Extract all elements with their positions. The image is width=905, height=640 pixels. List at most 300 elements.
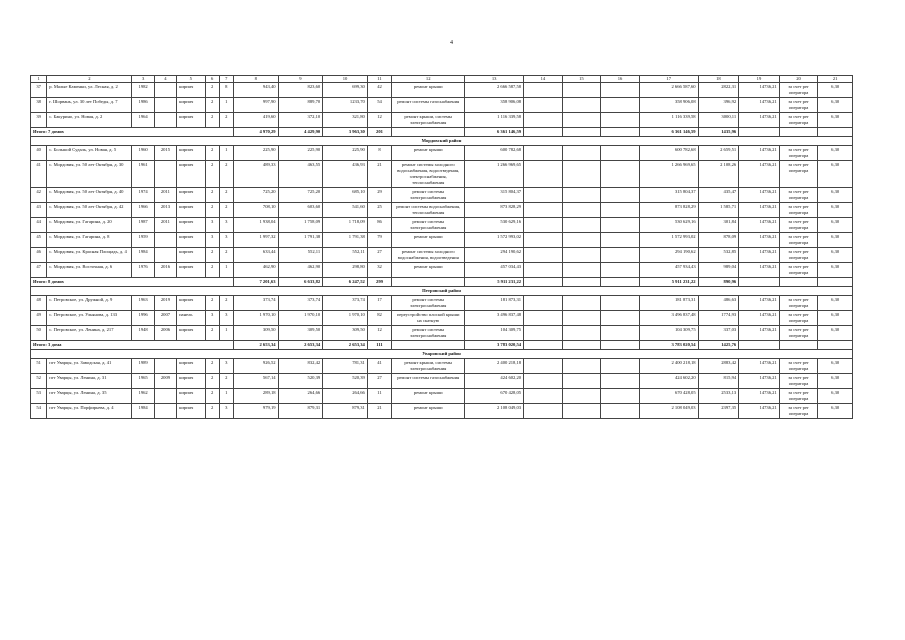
completion: 6,30 [818, 203, 853, 218]
total-area: 225,90 [233, 146, 278, 161]
table-row [31, 98, 853, 113]
completion: 6,30 [818, 311, 853, 326]
table-row [31, 161, 853, 188]
year-built: 1966 [132, 203, 154, 218]
funding-source: за счет рег оператора [779, 326, 818, 341]
summary-area-residential: 6 247,52 [323, 278, 368, 287]
floors: 2 [205, 263, 219, 278]
summary-empty [601, 128, 640, 137]
unit-cost: 989,04 [698, 263, 739, 278]
year-built: 1984 [132, 404, 154, 419]
residents: 54 [367, 98, 391, 113]
page-number: 4 [450, 40, 453, 46]
total-cost: 2 108 049,03 [639, 404, 698, 419]
total-cost: 1 572 993,02 [639, 233, 698, 248]
summary-total-area: 7 201,63 [233, 278, 278, 287]
completion: 6,30 [818, 98, 853, 113]
completion: 6,30 [818, 296, 853, 311]
total-area: 289,18 [233, 389, 278, 404]
address: с. Мордовия, ул. 50 лет Октября, д. 40 [47, 188, 132, 203]
table-row [31, 326, 853, 341]
residents: 8 [367, 146, 391, 161]
area-total-premises: 879,31 [278, 404, 323, 419]
summary-residents: 299 [367, 278, 391, 287]
col-15 [562, 83, 601, 98]
entrances: 1 [219, 146, 233, 161]
row-number: 53 [31, 389, 47, 404]
table-row [31, 233, 853, 248]
area-total-premises: 520,39 [278, 374, 323, 389]
wall-material: кирпич [177, 359, 205, 374]
funding-source: за счет рег оператора [779, 203, 818, 218]
unit-cost: 2822,31 [698, 83, 739, 98]
total-area: 633,44 [233, 248, 278, 263]
funding-source: за счет рег оператора [779, 113, 818, 128]
table-row [31, 296, 853, 311]
funding-source: за счет рег оператора [779, 359, 818, 374]
unit-cost: 3000,11 [698, 113, 739, 128]
work-type: ремонт крыши, системы электроснабжения [392, 359, 465, 374]
summary-label: Итого: 7 домов [31, 128, 234, 137]
floors: 3 [205, 233, 219, 248]
summary-area-premises: 6 633,82 [278, 278, 323, 287]
cost: 181 873,31 [465, 296, 524, 311]
unit-cost: 2883,42 [698, 359, 739, 374]
cost: 1 116 339,58 [465, 113, 524, 128]
row-number: 44 [31, 218, 47, 233]
summary-empty [392, 341, 465, 350]
total-cost: 670 428,05 [639, 389, 698, 404]
col-14 [524, 326, 563, 341]
summary-unit-cost: 1425,76 [698, 341, 739, 350]
funding-source: за счет рег оператора [779, 188, 818, 203]
entrances: 3 [219, 218, 233, 233]
col-15 [562, 98, 601, 113]
area-residential: 309,50 [323, 326, 368, 341]
entrances: 3 [219, 359, 233, 374]
year-built: 1965 [132, 374, 154, 389]
year-overhaul [154, 98, 176, 113]
year-built: 1959 [132, 233, 154, 248]
column-number: 14 [524, 76, 563, 83]
unit-cost: 1774,93 [698, 311, 739, 326]
unit-cost: 301,84 [698, 218, 739, 233]
summary-empty [524, 128, 563, 137]
completion: 6,30 [818, 161, 853, 188]
unit-cost: 337,03 [698, 326, 739, 341]
address: пгт Уварцы, ул. Ленина, д. 31 [47, 374, 132, 389]
work-type: ремонт системы электроснабжения [392, 296, 465, 311]
col-14 [524, 98, 563, 113]
area-residential: 225,90 [323, 146, 368, 161]
col-15 [562, 146, 601, 161]
floors: 2 [205, 296, 219, 311]
funding-source: за счет рег оператора [779, 374, 818, 389]
column-number: 21 [818, 76, 853, 83]
max-unit-cost: 14736,21 [739, 296, 780, 311]
column-number: 18 [698, 76, 739, 83]
address: с. Мордовия, ул. Гагарина, д. 20 [47, 218, 132, 233]
table-row [31, 389, 853, 404]
table-row [31, 374, 853, 389]
wall-material: кирпич [177, 296, 205, 311]
max-unit-cost: 14736,21 [739, 98, 780, 113]
district-row [31, 137, 853, 146]
total-cost: 530 629,16 [639, 218, 698, 233]
max-unit-cost: 14736,21 [739, 359, 780, 374]
total-cost: 1 266 969,65 [639, 161, 698, 188]
year-built: 1989 [132, 359, 154, 374]
address: пгт Уварцы, ул. Ленина, д. 35 [47, 389, 132, 404]
total-area: 997,90 [233, 98, 278, 113]
table-row [31, 113, 853, 128]
residents: 21 [367, 404, 391, 419]
entrances: 2 [219, 374, 233, 389]
work-type: ремонт системы электроснабжения [392, 218, 465, 233]
wall-material: панель [177, 311, 205, 326]
summary-unit-cost: 890,96 [698, 278, 739, 287]
row-number: 42 [31, 188, 47, 203]
unit-cost: 2 659,51 [698, 146, 739, 161]
total-area: 1 938,04 [233, 218, 278, 233]
unit-cost: 435,47 [698, 188, 739, 203]
year-overhaul: 2007 [154, 311, 176, 326]
summary-empty [779, 128, 818, 137]
summary-row [31, 128, 853, 137]
entrances: 1 [219, 389, 233, 404]
cost: 457 034,43 [465, 263, 524, 278]
col-15 [562, 389, 601, 404]
table-row [31, 359, 853, 374]
residents: 27 [367, 248, 391, 263]
entrances: 1 [219, 263, 233, 278]
year-built: 1996 [132, 311, 154, 326]
area-residential: 699,30 [323, 83, 368, 98]
funding-source: за счет рег оператора [779, 248, 818, 263]
area-total-premises: 264,66 [278, 389, 323, 404]
year-built: 1982 [132, 83, 154, 98]
floors: 3 [205, 218, 219, 233]
wall-material: кирпич [177, 83, 205, 98]
max-unit-cost: 14736,21 [739, 83, 780, 98]
total-area: 979,19 [233, 404, 278, 419]
funding-source: за счет рег оператора [779, 233, 818, 248]
summary-empty [739, 128, 780, 137]
work-type: ремонт системы электроснабжения [392, 326, 465, 341]
floors: 2 [205, 374, 219, 389]
floors: 2 [205, 146, 219, 161]
year-built: 1962 [132, 389, 154, 404]
funding-source: за счет рег оператора [779, 296, 818, 311]
work-type: ремонт крыши [392, 263, 465, 278]
year-overhaul [154, 161, 176, 188]
summary-empty [818, 341, 853, 350]
address: с. Петровское, ул. Дружной, д. 9 [47, 296, 132, 311]
year-built: 1961 [132, 161, 154, 188]
col-16 [601, 218, 640, 233]
max-unit-cost: 14736,21 [739, 203, 780, 218]
work-type: ремонт системы холодного водоснабжения, водоотведения, электроснабжения, теплоснабжения [392, 161, 465, 188]
unit-cost: 486,63 [698, 296, 739, 311]
address: с. Мордовия, ул. Восточная, д. 6 [47, 263, 132, 278]
summary-empty [392, 128, 465, 137]
total-area: 567,14 [233, 374, 278, 389]
max-unit-cost: 14736,21 [739, 188, 780, 203]
area-residential: 436,93 [323, 161, 368, 188]
row-number: 52 [31, 374, 47, 389]
row-number: 45 [31, 233, 47, 248]
table-row [31, 248, 853, 263]
district-row [31, 350, 853, 359]
col-16 [601, 233, 640, 248]
area-residential: 541,60 [323, 203, 368, 218]
total-cost: 2 666 587,60 [639, 83, 698, 98]
funding-source: за счет рег оператора [779, 83, 818, 98]
col-15 [562, 296, 601, 311]
cost: 600 782,68 [465, 146, 524, 161]
funding-source: за счет рег оператора [779, 389, 818, 404]
col-16 [601, 263, 640, 278]
area-total-premises: 725,20 [278, 188, 323, 203]
max-unit-cost: 14736,21 [739, 389, 780, 404]
cost: 2 400 218,18 [465, 359, 524, 374]
unit-cost: 2533,13 [698, 389, 739, 404]
work-type: ремонт крыши [392, 404, 465, 419]
funding-source: за счет рег оператора [779, 263, 818, 278]
area-residential: 264,66 [323, 389, 368, 404]
column-number: 4 [154, 76, 176, 83]
wall-material: кирпич [177, 188, 205, 203]
completion: 6,30 [818, 326, 853, 341]
row-number: 43 [31, 203, 47, 218]
cost: 670 428,05 [465, 389, 524, 404]
total-area: 309,50 [233, 326, 278, 341]
work-type: ремонт крыши, системы электроснабжения [392, 113, 465, 128]
residents: 27 [367, 374, 391, 389]
max-unit-cost: 14736,21 [739, 161, 780, 188]
year-built: 1963 [132, 296, 154, 311]
col-16 [601, 326, 640, 341]
residents: 21 [367, 161, 391, 188]
col-15 [562, 248, 601, 263]
address: р. Малые Каменки, ул. Лесная, д. 2 [47, 83, 132, 98]
total-area: 1 997,32 [233, 233, 278, 248]
area-total-premises: 823,60 [278, 83, 323, 98]
completion: 6,30 [818, 389, 853, 404]
col-15 [562, 188, 601, 203]
area-residential: 321,80 [323, 113, 368, 128]
column-number: 2 [47, 76, 132, 83]
table-row [31, 146, 853, 161]
year-overhaul [154, 389, 176, 404]
column-number: 11 [367, 76, 391, 83]
cost: 1 266 969,65 [465, 161, 524, 188]
total-cost: 3 496 837,48 [639, 311, 698, 326]
total-cost: 358 906,08 [639, 98, 698, 113]
cost: 3 496 837,48 [465, 311, 524, 326]
year-overhaul [154, 248, 176, 263]
column-number: 6 [205, 76, 219, 83]
area-total-premises: 603,60 [278, 203, 323, 218]
residents: 25 [367, 203, 391, 218]
cost: 873 828,29 [465, 203, 524, 218]
row-number: 46 [31, 248, 47, 263]
total-cost: 2 400 218,18 [639, 359, 698, 374]
total-area: 462,90 [233, 263, 278, 278]
table-row [31, 311, 853, 326]
summary-empty [779, 341, 818, 350]
area-total-premises: 373,74 [278, 296, 323, 311]
summary-empty [739, 341, 780, 350]
completion: 6,30 [818, 359, 853, 374]
total-cost: 1 116 339,58 [639, 113, 698, 128]
address: г. Шорвань, ул. 30 лет Победы, д. 7 [47, 98, 132, 113]
table-row [31, 218, 853, 233]
year-overhaul: 2015 [154, 146, 176, 161]
area-total-premises: 462,90 [278, 263, 323, 278]
wall-material: кирпич [177, 248, 205, 263]
area-residential: 373,74 [323, 296, 368, 311]
col-14 [524, 233, 563, 248]
work-type: ремонт крыши [392, 233, 465, 248]
wall-material: кирпич [177, 218, 205, 233]
table-row [31, 404, 853, 419]
column-number: 15 [562, 76, 601, 83]
summary-area-premises: 4 429,90 [278, 128, 323, 137]
row-number: 38 [31, 98, 47, 113]
total-area: 943,40 [233, 83, 278, 98]
summary-total-area: 4 970,29 [233, 128, 278, 137]
wall-material: кирпич [177, 326, 205, 341]
residents: 41 [367, 359, 391, 374]
entrances: 2 [219, 113, 233, 128]
summary-cost: 3 783 020,54 [465, 341, 524, 350]
col-14 [524, 296, 563, 311]
residents: 42 [367, 83, 391, 98]
row-number: 54 [31, 404, 47, 419]
summary-empty [601, 341, 640, 350]
area-residential: 879,31 [323, 404, 368, 419]
wall-material: кирпич [177, 389, 205, 404]
summary-empty [524, 341, 563, 350]
work-type: ремонт системы электроснабжения [392, 188, 465, 203]
summary-empty [392, 278, 465, 287]
repair-program-table [30, 75, 853, 419]
residents: 82 [367, 311, 391, 326]
work-type: ремонт крыши [392, 389, 465, 404]
col-14 [524, 146, 563, 161]
max-unit-cost: 14736,21 [739, 311, 780, 326]
year-built: 1986 [132, 98, 154, 113]
residents: 86 [367, 218, 391, 233]
completion: 6,30 [818, 188, 853, 203]
address: пгт Уварцы, ул. Порфирьева, д. 4 [47, 404, 132, 419]
unit-cost: 532,85 [698, 248, 739, 263]
col-16 [601, 374, 640, 389]
table-row [31, 203, 853, 218]
column-number: 5 [177, 76, 205, 83]
floors: 2 [205, 98, 219, 113]
summary-empty [818, 278, 853, 287]
wall-material: кирпич [177, 233, 205, 248]
address: с. Большой Судаль, ул. Новая, д. 5 [47, 146, 132, 161]
work-type: ремонт системы газоснабжения [392, 374, 465, 389]
total-cost: 315 804,37 [639, 188, 698, 203]
cost: 1 572 993,02 [465, 233, 524, 248]
summary-area-premises: 2 653,34 [278, 341, 323, 350]
completion: 6,30 [818, 404, 853, 419]
total-cost: 294 190,62 [639, 248, 698, 263]
col-16 [601, 188, 640, 203]
col-14 [524, 374, 563, 389]
summary-cost: 6 361 146,59 [465, 128, 524, 137]
total-cost: 457 934,43 [639, 263, 698, 278]
col-14 [524, 359, 563, 374]
total-cost: 104 309,75 [639, 326, 698, 341]
unit-cost: 2 108,26 [698, 161, 739, 188]
summary-area-residential: 2 653,34 [323, 341, 368, 350]
max-unit-cost: 14736,21 [739, 404, 780, 419]
year-overhaul: 2013 [154, 203, 176, 218]
funding-source: за счет рег оператора [779, 404, 818, 419]
table-row [31, 83, 853, 98]
work-type: переустройство плоской крыши на скатную [392, 311, 465, 326]
entrances: 8 [219, 83, 233, 98]
completion: 6,30 [818, 146, 853, 161]
area-residential: 1 791,38 [323, 233, 368, 248]
year-overhaul: 2006 [154, 326, 176, 341]
col-16 [601, 404, 640, 419]
work-type: ремонт системы водоснабжения, теплоснабжения [392, 203, 465, 218]
address: с. Петровское, ул. Ульянова, д. 133 [47, 311, 132, 326]
area-residential: 520,39 [323, 374, 368, 389]
wall-material: кирпич [177, 374, 205, 389]
total-area: 419,60 [233, 113, 278, 128]
table-row [31, 263, 853, 278]
area-total-premises: 372,10 [278, 113, 323, 128]
entrances: 2 [219, 248, 233, 263]
completion: 6,30 [818, 374, 853, 389]
total-cost: 181 873,31 [639, 296, 698, 311]
total-cost: 600 782,68 [639, 146, 698, 161]
area-residential: 781,31 [323, 359, 368, 374]
area-total-premises: 832,42 [278, 359, 323, 374]
total-area: 489,33 [233, 161, 278, 188]
address: пгт Уварцы, ул. Заводская, д. 41 [47, 359, 132, 374]
col-16 [601, 389, 640, 404]
col-16 [601, 359, 640, 374]
year-overhaul: 2011 [154, 188, 176, 203]
row-number: 48 [31, 296, 47, 311]
max-unit-cost: 14736,21 [739, 326, 780, 341]
max-unit-cost: 14736,21 [739, 218, 780, 233]
col-15 [562, 161, 601, 188]
cost: 530 629,16 [465, 218, 524, 233]
residents: 12 [367, 326, 391, 341]
address: с. Петровское, ул. Ленина, д. 217 [47, 326, 132, 341]
summary-total-cost: 5 911 231,22 [639, 278, 698, 287]
unit-cost: 2397,35 [698, 404, 739, 419]
area-total-premises: 552,11 [278, 248, 323, 263]
district-name: Мордовский район [31, 137, 853, 146]
col-16 [601, 146, 640, 161]
col-16 [601, 311, 640, 326]
residents: 79 [367, 233, 391, 248]
row-number: 40 [31, 146, 47, 161]
column-number: 16 [601, 76, 640, 83]
total-area: 373,74 [233, 296, 278, 311]
col-14 [524, 203, 563, 218]
